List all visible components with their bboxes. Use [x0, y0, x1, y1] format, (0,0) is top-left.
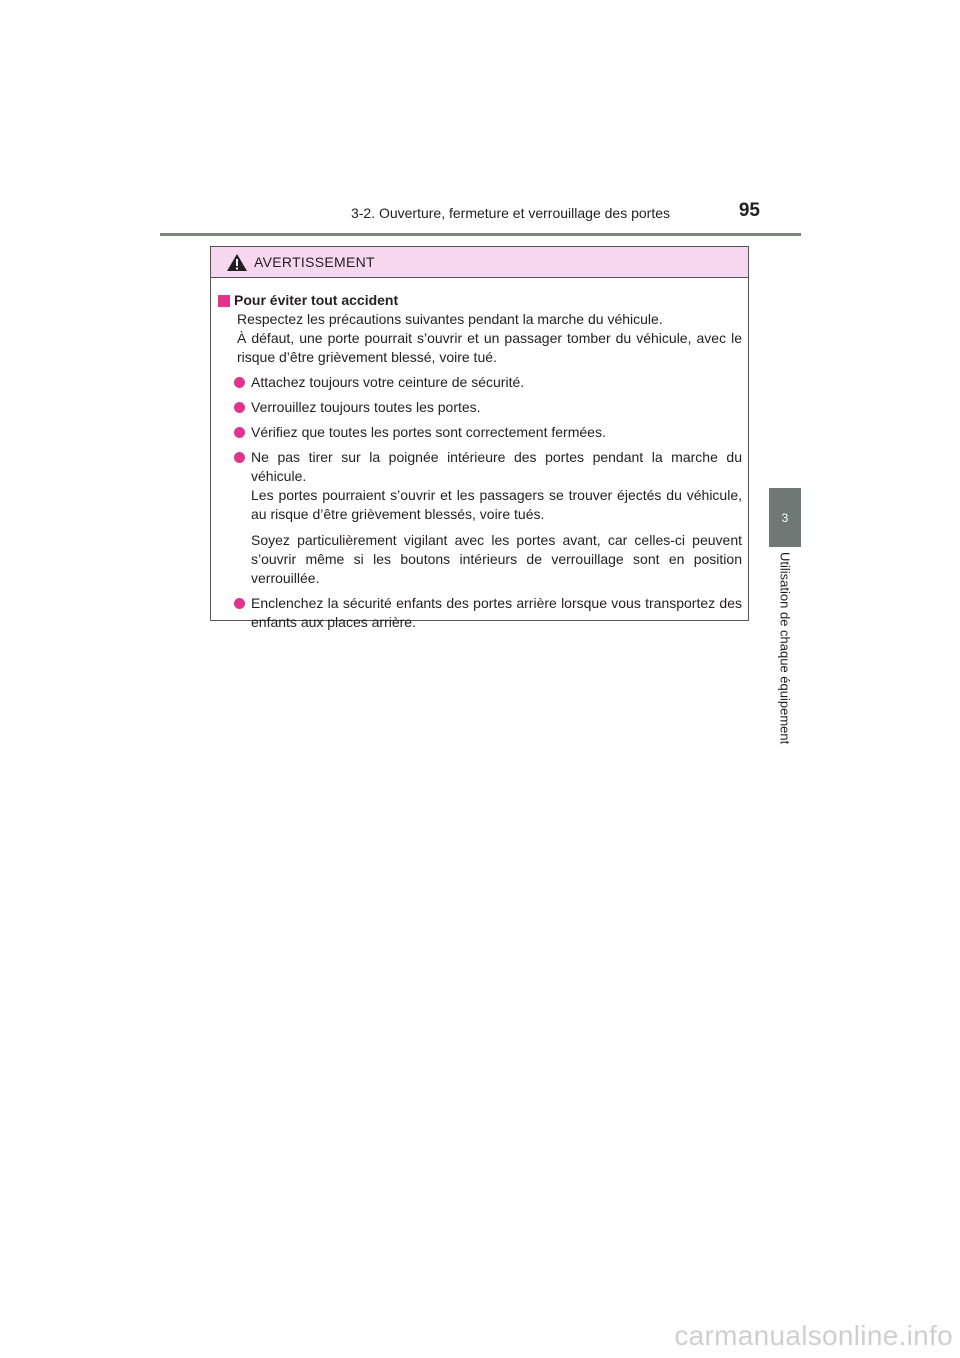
warning-intro: [218, 310, 742, 367]
list-item-detail: Les portes pourraient s’ouvrir et les passagers se trouver éjectés du véhicule, au risque d’être grièvement blessés, voire tués.: [251, 487, 742, 522]
page-number: 95: [738, 200, 760, 221]
list-item: [218, 423, 742, 442]
warning-triangle-icon: [226, 253, 248, 272]
circle-bullet-icon: [234, 598, 245, 609]
list-item: [218, 373, 742, 392]
warning-box: [210, 246, 749, 630]
circle-bullet-icon: [234, 377, 245, 388]
square-bullet-icon: [218, 295, 230, 307]
circle-bullet-icon: [234, 452, 245, 463]
warning-label: AVERTISSEMENT: [254, 254, 375, 270]
list-item-text: Vérifiez que toutes les portes sont correctement fermées.: [251, 424, 606, 440]
list-item: [218, 448, 742, 524]
footer-watermark: carmanualsonline.info: [674, 1320, 953, 1351]
warning-section-title: [218, 291, 742, 310]
chapter-number: 3: [781, 510, 789, 525]
warning-header: [211, 247, 748, 278]
warning-body: [211, 278, 748, 632]
circle-bullet-icon: [234, 427, 245, 438]
list-item-text: Verrouillez toujours toutes les portes.: [251, 399, 481, 415]
chapter-tab: [769, 488, 801, 547]
header-rule: [160, 233, 801, 236]
list-item: [218, 594, 742, 632]
list-item: [218, 398, 742, 417]
list-item-content: [251, 448, 742, 524]
list-item-text: Enclenchez la sécurité enfants des portes arrière lorsque vous transportez des enfants aux places arrière.: [251, 595, 742, 630]
warning-section-title-text: Pour éviter tout accident: [234, 292, 399, 308]
circle-bullet-icon: [234, 402, 245, 413]
warning-intro-line: Respectez les précautions suivantes pendant la marche du véhicule.: [237, 311, 663, 327]
chapter-label: Utilisation de chaque équipement: [777, 552, 793, 745]
warning-intro-line: À défaut, une porte pourrait s’ouvrir et un passager tomber du véhicule, avec le risque d’être grièvement blessé, voire tué.: [237, 330, 742, 365]
list-item-text: Ne pas tirer sur la poignée intérieure des portes pendant la marche du véhicule.: [251, 449, 742, 484]
list-item-text: Attachez toujours votre ceinture de sécurité.: [251, 374, 525, 390]
warning-note: Soyez particulièrement vigilant avec les portes avant, car celles-ci peuvent s’ouvrir même si les boutons intérieurs de verrouillage sont en position verrouillée.: [251, 532, 742, 586]
running-header-title: 3-2. Ouverture, fermeture et verrouillage des portes: [350, 205, 670, 221]
